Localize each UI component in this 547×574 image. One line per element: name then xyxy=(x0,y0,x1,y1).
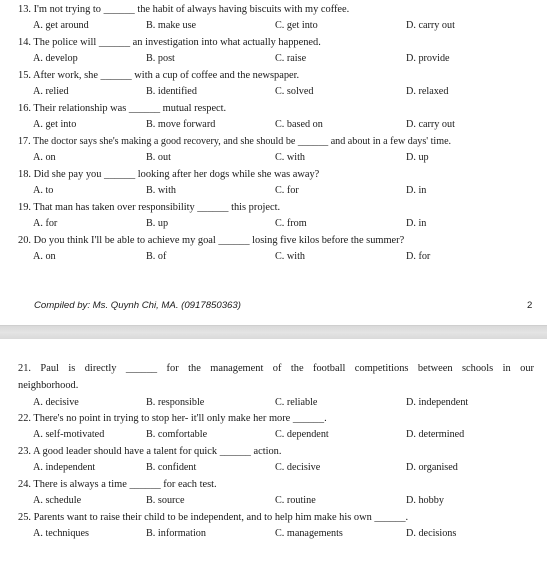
question-13-option-a: A. get around xyxy=(33,20,89,31)
question-25-stem: 25. Parents want to raise their child to be independent, and to help him make his own ______. xyxy=(18,512,409,523)
question-13-option-d: D. carry out xyxy=(406,20,455,31)
question-22-option-d: D. determined xyxy=(406,429,465,440)
question-19-option-a: A. for xyxy=(33,218,58,229)
question-23-option-c: C. decisive xyxy=(275,462,321,473)
question-13-option-c: C. get into xyxy=(275,20,318,31)
question-16-stem: 16. Their relationship was ______ mutual respect. xyxy=(18,103,227,114)
question-18-option-d: D. in xyxy=(406,185,427,196)
question-20-option-a: A. on xyxy=(33,251,56,262)
page-separator xyxy=(0,325,547,340)
question-23-option-b: B. confident xyxy=(146,462,197,473)
question-25-option-d: D. decisions xyxy=(406,528,457,539)
worksheet-page-2 xyxy=(0,339,547,574)
question-18-option-c: C. for xyxy=(275,185,299,196)
question-24-option-c: C. routine xyxy=(275,495,316,506)
question-17-option-a: A. on xyxy=(33,152,56,163)
question-24-option-d: D. hobby xyxy=(406,495,444,506)
question-19-option-d: D. in xyxy=(406,218,427,229)
question-14-option-b: B. post xyxy=(146,53,175,64)
question-20-stem: 20. Do you think I'll be able to achieve my goal ______ losing five kilos before the summer? xyxy=(18,235,405,246)
question-18-stem: 18. Did she pay you ______ looking after her dogs while she was away? xyxy=(18,169,320,180)
question-16-option-d: D. carry out xyxy=(406,119,455,130)
question-21-option-b: B. responsible xyxy=(146,397,205,408)
question-20-option-b: B. of xyxy=(146,251,167,262)
question-22-option-b: B. comfortable xyxy=(146,429,208,440)
question-14-option-c: C. raise xyxy=(275,53,307,64)
question-22-stem: 22. There's no point in trying to stop her- it'll only make her more ______. xyxy=(18,413,327,424)
question-13-option-b: B. make use xyxy=(146,20,197,31)
question-21-option-a: A. decisive xyxy=(33,397,79,408)
question-20-option-d: D. for xyxy=(406,251,431,262)
question-22-option-c: C. dependent xyxy=(275,429,329,440)
question-14-stem: 14. The police will ______ an investigation into what actually happened. xyxy=(18,37,321,48)
question-20-option-c: C. with xyxy=(275,251,306,262)
question-14-option-d: D. provide xyxy=(406,53,450,64)
question-23-stem: 23. A good leader should have a talent for quick ______ action. xyxy=(18,446,282,457)
question-23-option-a: A. independent xyxy=(33,462,96,473)
question-17-stem: 17. The doctor says she's making a good recovery, and she should be ______ and about in a few days' time. xyxy=(18,136,452,147)
question-17-option-b: B. out xyxy=(146,152,171,163)
question-25-option-b: B. information xyxy=(146,528,206,539)
question-24-stem: 24. There is always a time ______ for each test. xyxy=(18,479,217,490)
question-24-option-b: B. source xyxy=(146,495,185,506)
question-21-option-d: D. independent xyxy=(406,397,469,408)
question-15-stem: 15. After work, she ______ with a cup of coffee and the newspaper. xyxy=(18,70,300,81)
question-15-option-d: D. relaxed xyxy=(406,86,449,97)
question-18-option-a: A. to xyxy=(33,185,54,196)
question-17-option-c: C. with xyxy=(275,152,306,163)
question-15-option-b: B. identified xyxy=(146,86,197,97)
question-13-stem: 13. I'm not trying to ______ the habit of always having biscuits with my coffee. xyxy=(18,4,350,15)
question-15-option-c: C. solved xyxy=(275,86,314,97)
question-21-stem-line-2: neighborhood. xyxy=(18,380,79,391)
question-19-stem: 19. That man has taken over responsibility ______ this project. xyxy=(18,202,281,213)
question-23-option-d: D. organised xyxy=(406,462,458,473)
question-19-option-b: B. up xyxy=(146,218,169,229)
question-21-option-c: C. reliable xyxy=(275,397,318,408)
question-19-option-c: C. from xyxy=(275,218,307,229)
question-17-option-d: D. up xyxy=(406,152,429,163)
question-15-option-a: A. relied xyxy=(33,86,69,97)
question-16-option-a: A. get into xyxy=(33,119,77,130)
question-25-option-c: C. managements xyxy=(275,528,343,539)
question-16-option-c: C. based on xyxy=(275,119,323,130)
question-24-option-a: A. schedule xyxy=(33,495,82,506)
question-18-option-b: B. with xyxy=(146,185,177,196)
question-22-option-a: A. self-motivated xyxy=(33,429,105,440)
question-21-stem-line-1: 21. Paul is directly ______ for the management of the football competitions between schools in our xyxy=(18,363,534,374)
question-16-option-b: B. move forward xyxy=(146,119,216,130)
question-25-option-a: A. techniques xyxy=(33,528,90,539)
page-number: 2 xyxy=(527,300,533,311)
question-14-option-a: A. develop xyxy=(33,53,78,64)
compiler-footer: Compiled by: Ms. Quynh Chi, MA. (0917850363) xyxy=(34,300,241,311)
